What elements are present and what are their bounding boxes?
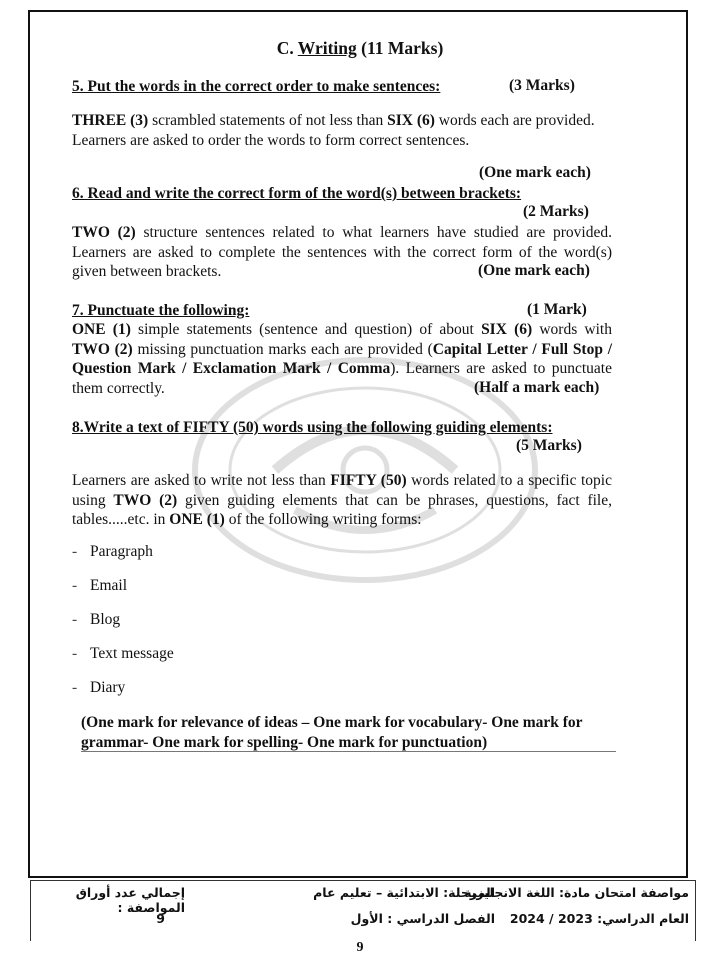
q5-mark-each: (One mark each) <box>479 164 591 181</box>
footer-subject: مواصفة امتحان مادة: اللغة الانجليزية <box>464 885 689 900</box>
footer-stage: المرحلة: الابتدائية – تعليم عام <box>313 885 495 900</box>
q8-text-1: Learners are asked to write not less than <box>72 472 331 489</box>
form-paragraph: Paragraph <box>90 543 153 560</box>
q5-text-1: scrambled statements of not less than <box>148 112 388 129</box>
q7-text-4: ). Learners are asked to punctuate them correctly. <box>72 360 612 397</box>
list-item: - Diary <box>72 679 174 713</box>
list-item: - Text message <box>72 645 174 679</box>
q8-text-3: given guiding elements that can be phrases, questions, fact file, tables.....etc. in <box>72 491 612 528</box>
q8-marks: (5 Marks) <box>516 437 582 454</box>
q5-body <box>72 111 612 150</box>
q8-word-count: FIFTY (50) <box>330 472 407 489</box>
q7-count: ONE (1) <box>72 321 131 338</box>
divider <box>81 751 616 752</box>
q7-missing: TWO (2) <box>72 340 133 358</box>
q7-marks-list: Capital Letter / Full Stop / Question Mark / Exclamation Mark / Comma <box>72 340 613 377</box>
form-blog: Blog <box>90 611 121 628</box>
q8-heading-block <box>72 418 552 438</box>
form-text-message: Text message <box>90 645 174 662</box>
q7-text-3: missing punctuation marks each are provided ( <box>132 340 433 358</box>
list-item: - Blog <box>72 611 174 645</box>
list-item: - Paragraph <box>72 543 174 577</box>
q6-count: TWO (2) <box>72 224 136 241</box>
q7-marks: (1 Mark) <box>527 301 587 318</box>
q8-elements: TWO (2) <box>113 491 178 509</box>
q6-mark-each: (One mark each) <box>478 262 590 279</box>
q5-heading-block <box>72 77 440 97</box>
q8-rubric: (One mark for relevance of ideas – One mark for vocabulary- One mark for grammar- One mark for spelling- One mark for punctuation) <box>81 714 583 751</box>
list-item: - Email <box>72 577 174 611</box>
q7-heading-block <box>72 301 249 321</box>
footer-semester: الفصل الدراسي : الأول <box>350 911 495 926</box>
section-marks: (11 Marks) <box>361 38 444 58</box>
q7-text-1: simple statements (sentence and question) of about <box>130 321 482 338</box>
q5-heading: 5. Put the words in the correct order to make sentences: <box>72 78 441 95</box>
spec-footer <box>30 880 696 941</box>
section-letter: C. <box>276 38 294 58</box>
form-diary: Diary <box>90 679 126 696</box>
q5-text-2: words each are provided. Learners are asked to order the words to form correct sentences. <box>72 112 595 149</box>
q6-text: structure sentences related to what learners have studied are provided. Learners are asked to complete the sentences with the correct form of the word(s) given between brackets. <box>72 224 612 280</box>
q7-heading: 7. Punctuate the following: <box>72 302 250 319</box>
q8-body <box>72 471 612 530</box>
footer-year: العام الدراسي: 2023 / 2024 <box>509 911 689 926</box>
writing-forms-list <box>72 543 174 713</box>
section-title <box>0 38 720 59</box>
q5-count: THREE (3) <box>72 112 149 129</box>
q7-words: SIX (6) <box>481 321 533 338</box>
q5-marks: (3 Marks) <box>509 77 575 94</box>
footer-total-label: إجمالي عدد أوراق المواصفة : <box>75 885 185 915</box>
form-email: Email <box>90 577 128 594</box>
q8-forms-count: ONE (1) <box>169 511 225 528</box>
q8-text-4: of the following writing forms: <box>224 511 422 528</box>
q5-words: SIX (6) <box>387 112 435 129</box>
footer-total-value: 9 <box>156 911 165 926</box>
q8-heading: 8.Write a text of FIFTY (50) words using the following guiding elements: <box>72 419 553 436</box>
q7-text-2: words with <box>532 321 612 338</box>
page-number: 9 <box>356 940 364 955</box>
q8-text-2: words related to a specific topic using <box>72 472 612 509</box>
q6-heading: 6. Read and write the correct form of the word(s) between brackets: <box>72 185 522 202</box>
q6-marks: (2 Marks) <box>523 203 589 220</box>
q6-heading-block <box>72 184 521 204</box>
q7-mark-each: (Half a mark each) <box>474 379 600 396</box>
section-word: Writing <box>297 38 357 58</box>
